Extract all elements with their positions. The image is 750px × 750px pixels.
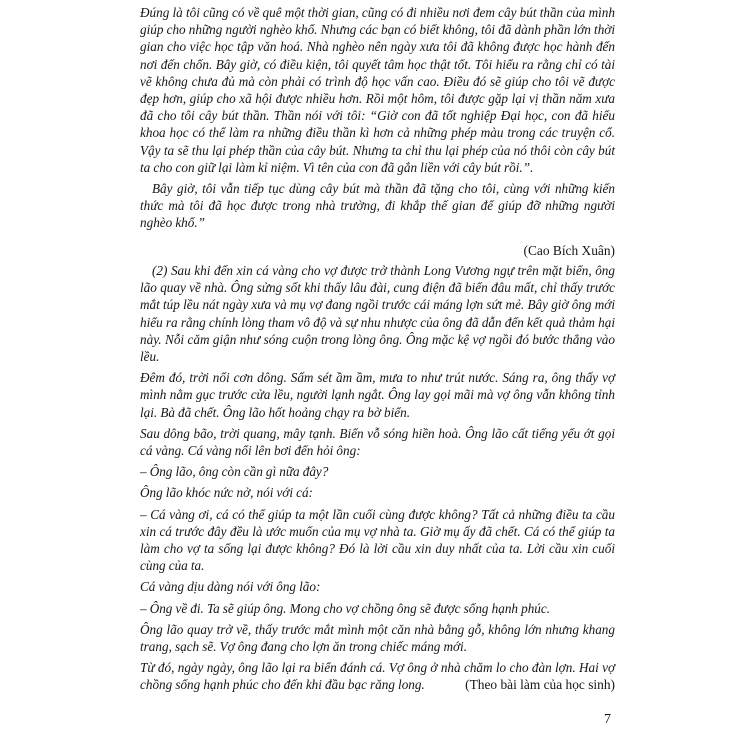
passage-two-paragraph-5: Cá vàng dịu dàng nói với ông lão:	[140, 579, 321, 595]
passage-two-source: (Theo bài làm của học sinh)	[465, 677, 615, 692]
passage-one	[140, 4, 615, 236]
passage-two-paragraph-4: Ông lão khóc nức nở, nói với cá:	[140, 485, 313, 501]
passage-two-dialogue-3: – Ông về đi. Ta sẽ giúp ông. Mong cho vợ chồng ông sẽ được sống hạnh phúc.	[140, 600, 551, 616]
passage-two-paragraph-1: (2) Sau khi đến xin cá vàng cho vợ được trở thành Long Vương ngự trên mặt biển, ông lão quay về nhà. Ông sửng sốt khi thấy lâu đài, cung điện đã biến đâu mất, chỉ thấy trước mắt túp lều nát ngày xưa và mụ vợ đang ngồi trước cái máng lợn sứt mẻ. Bây giờ ông mới hiểu ra rằng chính lòng tham vô độ và sự nhu nhược của ông đã dẫn đến kết quả thảm hại này. Nỗi căm giận như sóng cuộn trong lòng ông. Ông mặc kệ vợ ngồi đó bước thẳng vào lều.	[140, 263, 615, 365]
passage-two-paragraph-6: Ông lão quay trở về, thấy trước mắt mình một căn nhà bằng gỗ, không lớn nhưng khang trang, sạch sẽ. Vợ ông đang cho lợn ăn trong chiếc máng mới.	[140, 621, 615, 655]
passage-one-paragraph-1: Đúng là tôi cũng có về quê một thời gian, cũng có đi nhiều nơi đem cây bút thần của mình giúp cho những người nghèo khổ. Nhưng các bạn có biết không, tôi đã dành phần lớn thời gian cho việc học tập văn hoá. Nhà nghèo nên ngày xưa tôi đã không được học hành đến nơi đến chốn. Bây giờ, có điều kiện, tôi quyết tâm học thật tốt. Tôi hiểu ra rằng chỉ có tài vẽ không chưa đủ mà còn phải có trình độ học vấn cao. Điều đó sẽ giúp cho tôi vẽ được đẹp hơn, giúp cho xã hội được nhiều hơn. Rồi một hôm, tôi được gặp lại vị thần năm xưa đã cho tôi cây bút thần. Thần nói với tôi: “Giờ con đã tốt nghiệp Đại học, con đã hiểu khoa học có thể làm ra những điều thần kì hơn cả những phép màu trong các truyện cổ. Vậy ta sẽ thu lại phép thần của cây bút. Nhưng ta chỉ thu lại phép của nó thôi còn cây bút ta cho con giữ lại làm kỉ niệm. Vì tên của con đã gắn liền với cây bút rồi.”.	[140, 5, 615, 175]
page-number: 7	[604, 712, 611, 727]
passage-two-dialogue-1: – Ông lão, ông còn cần gì nữa đây?	[140, 464, 329, 480]
book-page	[140, 0, 615, 750]
passage-two-paragraph-2: Đêm đó, trời nổi cơn dông. Sấm sét ầm ầm, mưa to như trút nước. Sáng ra, ông thấy vợ mình nằm gục trước cửa lều, người lạnh ngắt. Ông lay gọi mãi mà vợ ông vẫn không tỉnh lại. Bà đã chết. Ông lão hốt hoảng chạy ra bờ biển.	[140, 370, 615, 420]
passage-two-paragraph-3: Sau dông bão, trời quang, mây tạnh. Biển vỗ sóng hiền hoà. Ông lão cất tiếng yếu ớt gọi cá vàng. Cá vàng nổi lên bơi đến hỏi ông:	[140, 425, 615, 459]
passage-two-paragraph-7: Từ đó, ngày ngày, ông lão lại ra biển đánh cá. Vợ ông ở nhà chăm lo cho đàn lợn. Hai vợ chồng sống hạnh phúc cho đến khi đầu bạc răng long.	[140, 660, 615, 693]
passage-one-source: (Cao Bích Xuân)	[523, 243, 615, 258]
passage-one-paragraph-2: Bây giờ, tôi vẫn tiếp tục dùng cây bút mà thần đã tặng cho tôi, cùng với những kiến thức mà tôi đã học được trong nhà trường, đi khắp thế gian để giúp đỡ những người nghèo khổ.”	[140, 181, 615, 231]
passage-two	[140, 262, 615, 698]
passage-two-dialogue-2: – Cá vàng ơi, cá có thể giúp ta một lần cuối cùng được không? Tất cả những điều ta cầu xin cá trước đây đều là ước muốn của mụ vợ nhà ta. Giờ mụ ấy đã chết. Cá có thể giúp ta làm cho vợ ta sống lại được không? Đó là lời cầu xin duy nhất của ta. Lời cầu xin cuối cùng của ta.	[140, 506, 615, 574]
